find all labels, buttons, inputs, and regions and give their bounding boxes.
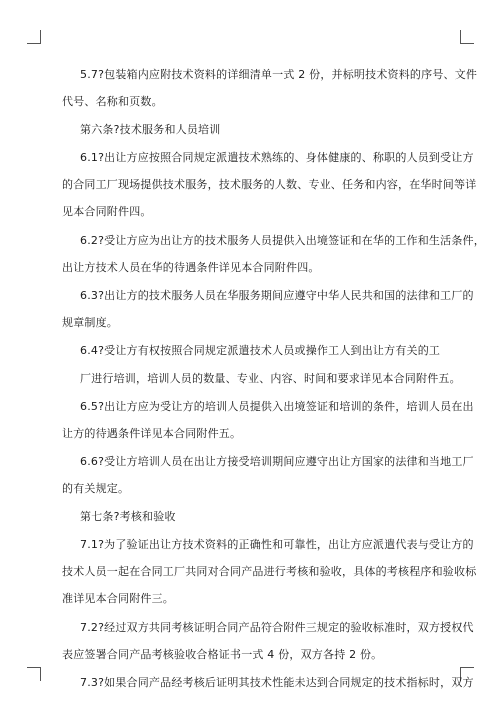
text-line: 技术人员一起在合同工厂共同对合同产品进行考核和验收，具体的考核程序和验收标 [62, 565, 477, 578]
text-line: 规章制度。 [62, 316, 118, 329]
text-line: 的有关规定。 [62, 482, 130, 495]
text-line: 厂进行培训，培训人员的数量、专业、内容、时间和要求详见本合同附件五。 [80, 372, 461, 385]
text-line: 7.1?为了验证出让方技术资料的正确性和可靠性，出让方应派遣代表与受让方的 [80, 538, 474, 551]
text-line: 的合同工厂现场提供技术服务，技术服务的人数、专业、任务和内容，在华时间等详 [62, 178, 477, 191]
text-line: 6.3?出让方的技术服务人员在华服务期间应遵守中华人民共和国的法律和工厂的 [80, 289, 474, 302]
text-line: 6.1?出让方应按照合同规定派遣技术熟练的、身体健康的、称职的人员到受让方 [80, 151, 474, 164]
section-heading: 第六条?技术服务和人员培训 [80, 123, 221, 136]
crop-mark-top-right [460, 30, 474, 44]
text-line: 出让方技术人员在华的待遇条件详见本合同附件四。 [62, 261, 320, 274]
text-line: 6.2?受让方应为出让方的技术服务人员提供入出境签证和在华的工作和生活条件， [80, 234, 485, 247]
crop-mark-bottom-left [27, 667, 41, 681]
text-line: 表应签署合同产品考核验收合格证书一式 4 份，双方各持 2 份。 [62, 648, 383, 661]
text-line: 7.2?经过双方共同考核证明合同产品符合附件三规定的验收标准时，双方授权代 [80, 621, 474, 634]
text-line: 6.4?受让方有权按照合同规定派遣技术人员或操作工人到出让方有关的工 [80, 344, 441, 357]
text-line: 6.6?受让方培训人员在出让方接受培训期间应遵守出让方国家的法律和当地工厂 [80, 455, 474, 468]
section-heading: 第七条?考核和验收 [80, 510, 176, 523]
text-line: 6.5?出让方应为受让方的培训人员提供入出境签证和培训的条件，培训人员在出 [80, 400, 474, 413]
text-line: 让方的待遇条件详见本合同附件五。 [62, 427, 242, 440]
text-line: 代号、名称和页数。 [62, 95, 163, 108]
text-line: 准详见本合同附件三。 [62, 592, 174, 605]
text-line: 7.3?如果合同产品经考核后证明其技术性能未达到合同规定的技术指标时，双方 [80, 676, 474, 689]
text-line: 5.7?包装箱内应附技术资料的详细清单一式 2 份，并标明技术资料的序号、文件 [80, 68, 478, 81]
crop-mark-top-left [27, 30, 41, 44]
text-line: 见本合同附件四。 [62, 205, 152, 218]
